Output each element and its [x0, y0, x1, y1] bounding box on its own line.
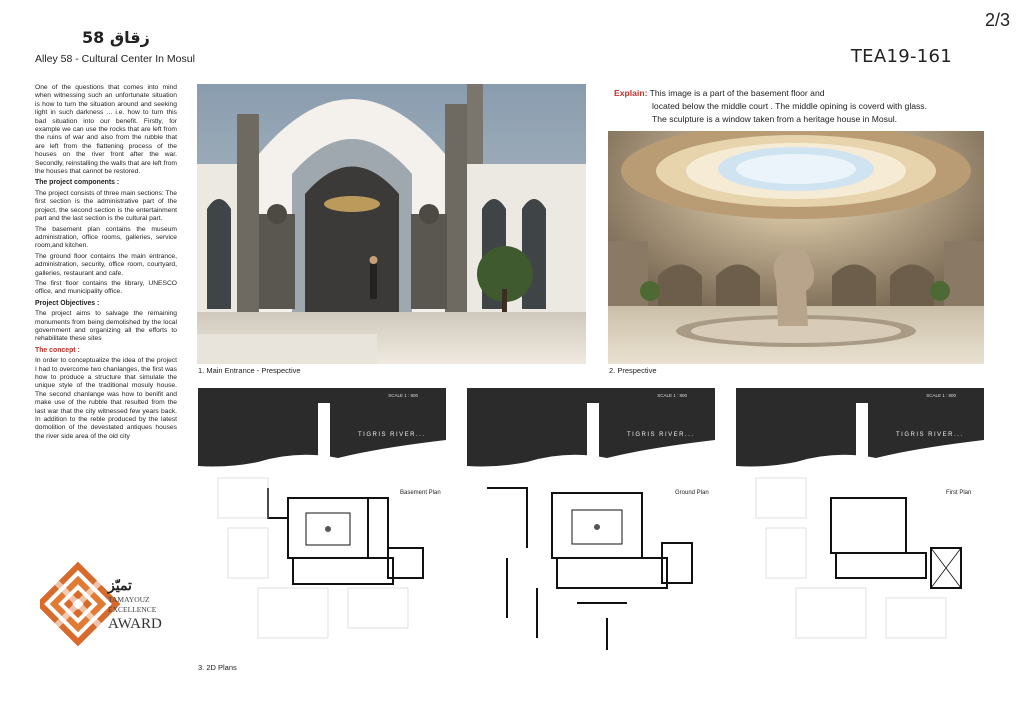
first-scale: SCALE 1 : 800: [926, 393, 956, 398]
objectives-heading: Project Objectives :: [35, 299, 100, 307]
components-text-4: The first floor contains the library, UNESCO office, and municipality office.: [35, 279, 177, 296]
svg-text:تميّز: تميّز: [108, 578, 132, 594]
explain-line-1: This image is a part of the basement floor and: [649, 88, 825, 98]
components-heading: The project components :: [35, 179, 120, 187]
intro-text: One of the questions that comes into mind when witnessing such an unfortunate situation is how to turn the situation around and seeking light in such darkness ... i.e. how to turn this bad situation into our benefit. Firstly, for example we can use the rocks that are left from the ruins of war and also from the rubble that are left from the flattening process of the houses on the river front after the war. Secondly, reinstalling the walls that are left from the houses that cannot be restored.: [35, 84, 177, 176]
ground-scale: SCALE 1 : 800: [657, 393, 687, 398]
first-plan-title: First Plan: [946, 490, 972, 496]
basement-scale: SCALE 1 : 800: [388, 393, 418, 398]
basement-plan: [198, 388, 446, 660]
first-river-label: TIGRIS RIVER...: [896, 432, 964, 438]
first-plan: [736, 388, 984, 660]
ground-plan-title: Ground Plan: [675, 490, 709, 496]
components-text-2: The basement plan contains the museum administration, office rooms, galleries, service room,and kitchen.: [35, 225, 177, 250]
caption-perspective: 2. Prespective: [609, 366, 657, 375]
ground-river-label: TIGRIS RIVER...: [627, 432, 695, 438]
explain-line-2: located below the middle court . The middle opining is coverd with glass.: [652, 101, 927, 111]
description-column: [35, 84, 177, 443]
concept-text: In order to conceptualize the idea of the project I had to overcome two chanlanges, the first was how to produce a structure that simulate the unique style of the traditional mosuly house. The second chanlange was how to benifit and make use of the rubble that resulted from the last war that the city witnessed few years back. In addition to the reble produced by the latest domolition of the devestated antiques houses the river side area of the old city: [35, 357, 177, 440]
main-entrance-render: [197, 84, 586, 364]
arabic-title: زقاق 58: [82, 28, 150, 47]
objectives-text: The project aims to salvage the remaining monuments from being demolished by the local government and organizing all the efforts to rehabilitate these sites: [35, 310, 177, 343]
basement-river-label: TIGRIS RIVER...: [358, 432, 426, 438]
award-line-1: TAMAYOUZ: [108, 595, 150, 604]
tamayouz-award-logo: [40, 560, 190, 660]
basement-plan-title: Basement Plan: [400, 490, 441, 496]
project-title: Alley 58 - Cultural Center In Mosul: [35, 53, 195, 65]
ground-plan: [467, 388, 715, 660]
interior-render: [608, 131, 984, 364]
caption-2d-plans: 3. 2D Plans: [198, 663, 237, 672]
caption-main-entrance: 1. Main Entrance - Prespective: [198, 366, 301, 375]
award-line-2: EXCELLENCE: [108, 605, 157, 614]
explain-line-3: The sculpture is a window taken from a heritage house in Mosul.: [652, 114, 898, 124]
explain-block: [614, 87, 927, 126]
page-number: 2/3: [984, 10, 1010, 30]
project-code: TEA19-161: [850, 46, 952, 67]
award-line-3: AWARD: [108, 616, 162, 632]
components-text-3: The ground floor contains the main entrance, administration, security, office room, courtyard, galleries, restaurant and cafe.: [35, 252, 177, 277]
components-text-1: The project consists of three main sections: The first section is the administrative part of the project, the second section is the entertainment part and the last section is the cultural part.: [35, 189, 177, 223]
explain-label: Explain:: [614, 88, 648, 98]
concept-heading: The concept :: [35, 346, 80, 354]
